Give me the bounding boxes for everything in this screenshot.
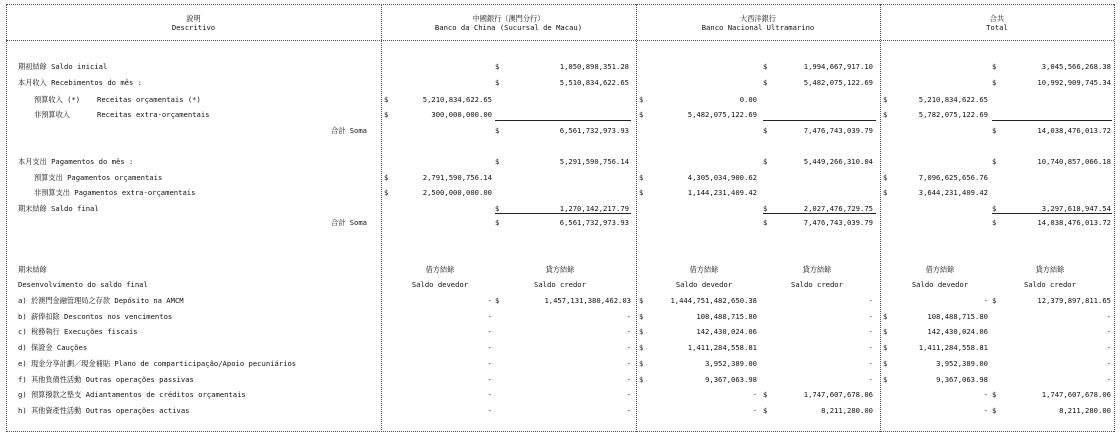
bc-budget-receipts: 5,210,834,622.65 (422, 95, 492, 104)
section-title-zh: 期末結餘 (18, 265, 47, 274)
currency-sign: $ (992, 62, 997, 71)
currency-sign: $ (639, 173, 644, 182)
breakdown-cell-bnu-c: - (868, 296, 873, 305)
currency-sign: $ (639, 312, 644, 321)
col-header-description-zh: 說明 (186, 14, 201, 23)
breakdown-cell-t-c: 8,211,280.00 (1059, 406, 1111, 415)
bnu-payments: 5,449,266,310.04 (803, 157, 873, 166)
breakdown-cell-t-d: - (983, 406, 988, 415)
sum-underline (992, 213, 1112, 214)
bc-receipts: 5,510,834,622.65 (559, 78, 629, 87)
row-label-sum: 合計 Soma (331, 126, 368, 135)
breakdown-cell-bnu-d: 1,411,284,558.81 (687, 343, 757, 352)
bc-sum: 6,561,732,973.93 (559, 126, 629, 135)
sum-underline (763, 120, 876, 121)
currency-sign: $ (763, 390, 768, 399)
table-border-top (6, 4, 1114, 5)
breakdown-row-label: b) 薪俸扣除 Descontos nos vencimentos (18, 312, 173, 321)
currency-sign: $ (384, 173, 389, 182)
sum-underline (495, 120, 631, 121)
breakdown-cell-bc-d: - (487, 375, 492, 384)
breakdown-cell-t-c: - (1106, 327, 1111, 336)
breakdown-cell-bc-c: - (626, 390, 631, 399)
currency-sign: $ (763, 78, 768, 87)
breakdown-cell-t-c: - (1106, 375, 1111, 384)
breakdown-cell-bc-d: - (487, 296, 492, 305)
col-header-total-zh: 合共 (989, 14, 1005, 23)
sum-underline (763, 213, 876, 214)
breakdown-row-label: a) 於澳門金融管理局之存款 Depósito na AMCM (18, 296, 184, 305)
bnu-extra-payments: 1,144,231,409.42 (687, 188, 757, 197)
total-credit-header-pt: Saldo credor (1024, 280, 1076, 289)
currency-sign: $ (763, 406, 768, 415)
currency-sign: $ (639, 359, 644, 368)
currency-sign: $ (883, 343, 888, 352)
table-border-bottom (6, 431, 1114, 432)
breakdown-cell-bnu-d: - (752, 390, 757, 399)
currency-sign: $ (384, 95, 389, 104)
breakdown-cell-bc-d: - (487, 390, 492, 399)
currency-sign: $ (639, 343, 644, 352)
currency-sign: $ (639, 95, 644, 104)
currency-sign: $ (763, 218, 768, 227)
currency-sign: $ (495, 157, 500, 166)
row-label-sum: 合計 Soma (331, 218, 368, 227)
table-border-left (6, 4, 7, 432)
row-label-budget-receipts-zh: 預算收入 (*) (34, 95, 81, 104)
total-sum: 14,038,476,013.72 (1037, 126, 1111, 135)
currency-sign: $ (639, 375, 644, 384)
currency-sign: $ (883, 312, 888, 321)
breakdown-cell-bc-c: - (626, 327, 631, 336)
bc-debit-header-zh: 借方結餘 (425, 265, 455, 274)
breakdown-cell-bc-c: - (626, 406, 631, 415)
breakdown-cell-bnu-c: 1,747,607,678.06 (803, 390, 873, 399)
total-closing: 3,297,618,947.54 (1041, 204, 1111, 213)
breakdown-cell-bnu-d: 9,367,063.98 (705, 375, 757, 384)
currency-sign: $ (495, 62, 500, 71)
breakdown-row-label: c) 稅務執行 Execuções fiscais (18, 327, 138, 336)
currency-sign: $ (883, 110, 888, 119)
total-receipts: 10,992,909,745.34 (1037, 78, 1111, 87)
section-title-pt: Desenvolvimento do saldo final (18, 280, 148, 289)
bnu-credit-header-pt: Saldo credor (791, 280, 843, 289)
bc-credit-header-pt: Saldo credor (534, 280, 586, 289)
breakdown-cell-t-d: - (983, 296, 988, 305)
row-label-payments: 本月支出 Pagamentos do mês : (18, 157, 134, 166)
currency-sign: $ (992, 218, 997, 227)
bnu-budget-payments: 4,305,034,900.62 (687, 173, 757, 182)
currency-sign: $ (883, 188, 888, 197)
bnu-budget-receipts: 0.00 (739, 95, 757, 104)
breakdown-cell-bnu-c: - (868, 359, 873, 368)
breakdown-row-label: e) 現金分享計劃／現金補貼 Plano de comparticipação/Apoio pecuniários (18, 359, 297, 368)
breakdown-cell-bc-c: - (626, 343, 631, 352)
breakdown-cell-bc-d: - (487, 359, 492, 368)
breakdown-cell-t-d: 3,952,389.00 (936, 359, 988, 368)
breakdown-cell-t-c: 1,747,607,678.06 (1041, 390, 1111, 399)
bnu-debit-header-pt: Saldo devedor (675, 280, 733, 289)
currency-sign: $ (763, 157, 768, 166)
currency-sign: $ (883, 375, 888, 384)
breakdown-cell-bc-d: - (487, 343, 492, 352)
bnu-sum: 7,476,743,039.79 (803, 218, 873, 227)
currency-sign: $ (763, 62, 768, 71)
breakdown-cell-t-d: - (983, 390, 988, 399)
breakdown-cell-bc-d: - (487, 406, 492, 415)
currency-sign: $ (883, 359, 888, 368)
row-label-opening: 期初結餘 Saldo inicial (18, 62, 108, 71)
total-budget-receipts: 5,210,834,622.65 (918, 95, 988, 104)
sum-underline (495, 213, 631, 214)
total-credit-header-zh: 貸方結餘 (1035, 265, 1065, 274)
currency-sign: $ (763, 126, 768, 135)
currency-sign: $ (639, 188, 644, 197)
currency-sign: $ (992, 126, 997, 135)
total-debit-header-pt: Saldo devedor (911, 280, 969, 289)
total-sum: 14,038,476,013.72 (1037, 218, 1111, 227)
breakdown-cell-bnu-c: - (868, 312, 873, 321)
breakdown-cell-t-c: - (1106, 312, 1111, 321)
breakdown-row-label: h) 其他資產性活動 Outras operações activas (18, 406, 190, 415)
breakdown-row-label: g) 預算撥款之墊支 Adiantamentos de créditos orçamentais (18, 390, 246, 399)
bc-extra-payments: 2,500,000,000.00 (422, 188, 492, 197)
currency-sign: $ (639, 327, 644, 336)
bc-opening: 1,050,898,351.28 (559, 62, 629, 71)
currency-sign: $ (495, 204, 500, 213)
column-divider (381, 4, 382, 432)
row-label-closing: 期末結餘 Saldo final (18, 204, 99, 213)
total-extra-payments: 3,644,231,409.42 (918, 188, 988, 197)
breakdown-cell-bnu-c: - (868, 375, 873, 384)
row-label-extra-payments: 非預算支出 Pagamentos extra-orçamentais (34, 188, 196, 197)
bc-closing: 1,270,142,217.79 (559, 204, 629, 213)
currency-sign: $ (992, 157, 997, 166)
currency-sign: $ (384, 188, 389, 197)
currency-sign: $ (992, 390, 997, 399)
breakdown-cell-bnu-c: - (868, 327, 873, 336)
currency-sign: $ (495, 296, 500, 305)
header-divider (6, 40, 1114, 41)
breakdown-cell-bc-d: - (487, 327, 492, 336)
bc-extra-receipts: 300,000,000.00 (431, 110, 492, 119)
col-header-bc-zh: 中國銀行（澳門分行） (472, 14, 545, 23)
currency-sign: $ (639, 110, 644, 119)
currency-sign: $ (992, 204, 997, 213)
bnu-closing: 2,027,476,729.75 (803, 204, 873, 213)
breakdown-cell-bc-c: - (626, 312, 631, 321)
total-extra-receipts: 5,782,075,122.69 (918, 110, 988, 119)
breakdown-cell-bc-d: - (487, 312, 492, 321)
currency-sign: $ (883, 327, 888, 336)
column-divider (880, 4, 881, 432)
currency-sign: $ (495, 78, 500, 87)
breakdown-row-label: f) 其他負債性活動 Outras operações passivas (18, 375, 194, 384)
breakdown-cell-t-c: - (1106, 359, 1111, 368)
breakdown-cell-bnu-d: - (752, 406, 757, 415)
bc-payments: 5,291,590,756.14 (559, 157, 629, 166)
breakdown-cell-t-d: 108,488,715.80 (927, 312, 988, 321)
breakdown-cell-bnu-d: 108,488,715.80 (696, 312, 757, 321)
row-label-receipts: 本月收入 Recebimentos do mês : (18, 78, 142, 87)
currency-sign: $ (883, 95, 888, 104)
breakdown-row-label: d) 保證金 Cauções (18, 343, 88, 352)
breakdown-cell-bnu-d: 1,444,751,482,650.38 (670, 296, 757, 305)
currency-sign: $ (992, 296, 997, 305)
currency-sign: $ (992, 78, 997, 87)
breakdown-cell-bnu-d: 3,952,389.00 (705, 359, 757, 368)
breakdown-cell-t-d: 9,367,063.98 (936, 375, 988, 384)
bnu-debit-header-zh: 借方結餘 (689, 265, 719, 274)
bnu-receipts: 5,482,075,122.69 (803, 78, 873, 87)
bnu-sum: 7,476,743,039.79 (803, 126, 873, 135)
sum-underline (992, 120, 1112, 121)
row-label-budget-receipts-pt: Receitas orçamentais (*) (97, 95, 201, 104)
row-label-extra-receipts-zh: 非預算收入 (34, 110, 70, 119)
row-label-extra-receipts-pt: Receitas extra-orçamentais (97, 110, 210, 119)
breakdown-cell-bc-c: - (626, 359, 631, 368)
breakdown-cell-bc-c: 1,457,131,380,462.03 (544, 296, 631, 305)
bnu-extra-receipts: 5,482,075,122.69 (687, 110, 757, 119)
bnu-credit-header-zh: 貸方結餘 (802, 265, 832, 274)
total-budget-payments: 7,096,625,656.76 (918, 173, 988, 182)
col-header-bnu-pt: Banco Nacional Ultramarino (701, 23, 815, 32)
currency-sign: $ (639, 296, 644, 305)
currency-sign: $ (992, 406, 997, 415)
col-header-description-pt: Descritivo (171, 23, 216, 32)
breakdown-cell-t-c: - (1106, 343, 1111, 352)
col-header-bc-pt: Banco da China (Sucursal de Macau) (434, 23, 583, 32)
breakdown-cell-bc-c: - (626, 375, 631, 384)
breakdown-cell-t-d: 142,430,024.06 (927, 327, 988, 336)
bc-credit-header-zh: 貸方結餘 (545, 265, 575, 274)
currency-sign: $ (495, 126, 500, 135)
bc-budget-payments: 2,791,590,756.14 (422, 173, 492, 182)
table-border-right (1114, 4, 1115, 432)
total-opening: 3,045,566,268.38 (1041, 62, 1111, 71)
currency-sign: $ (763, 204, 768, 213)
column-divider (636, 4, 637, 432)
col-header-bnu-zh: 大西洋銀行 (740, 14, 776, 23)
bc-sum: 6,561,732,973.93 (559, 218, 629, 227)
currency-sign: $ (384, 110, 389, 119)
bnu-opening: 1,994,667,917.10 (803, 62, 873, 71)
row-label-budget-payments: 預算支出 Pagamentos orçamentais (34, 173, 163, 182)
col-header-total-pt: Total (986, 23, 1008, 32)
breakdown-cell-bnu-c: 8,211,280.00 (821, 406, 873, 415)
currency-sign: $ (495, 218, 500, 227)
total-debit-header-zh: 借方結餘 (925, 265, 955, 274)
currency-sign: $ (883, 173, 888, 182)
breakdown-cell-bnu-c: - (868, 343, 873, 352)
breakdown-cell-bnu-d: 142,430,024.06 (696, 327, 757, 336)
breakdown-cell-t-d: 1,411,284,558.81 (918, 343, 988, 352)
breakdown-cell-t-c: 12,379,897,811.65 (1037, 296, 1111, 305)
bc-debit-header-pt: Saldo devedor (411, 280, 469, 289)
total-payments: 10,740,857,066.18 (1037, 157, 1111, 166)
